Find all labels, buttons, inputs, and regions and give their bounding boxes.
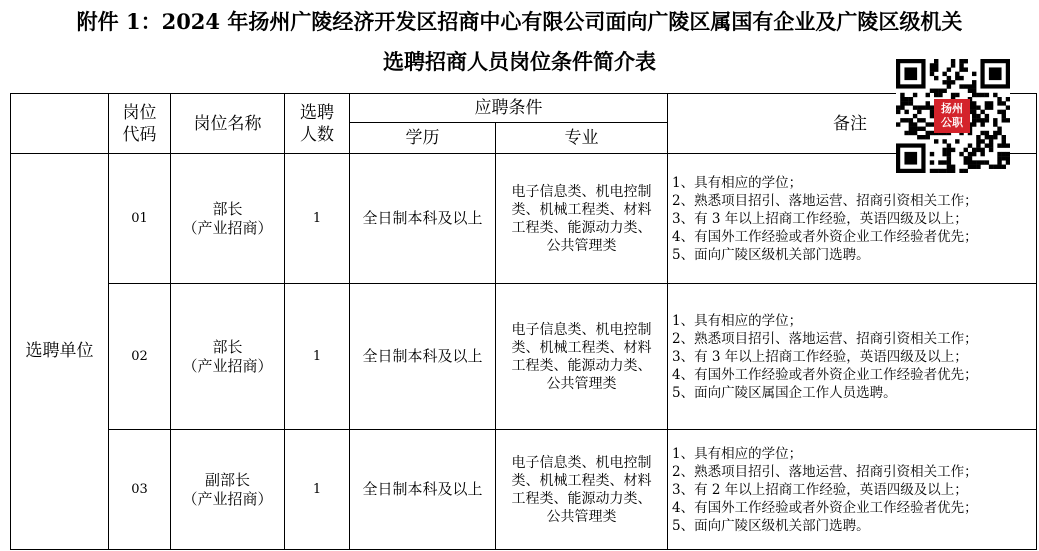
header-position-name: 岗位名称 [171,94,285,154]
remarks: 1、具有相应的学位； 2、熟悉项目招引、落地运营、招商引资相关工作； 3、有 3 年以上招商工作经验，英语四级及以上； 4、有国外工作经验或者外资企业工作经验者优先； 5、面向广陵区属国企工作人员选聘。 [668,284,1037,430]
header-education: 学历 [350,123,496,154]
remarks: 1、具有相应的学位； 2、熟悉项目招引、落地运营、招商引资相关工作； 3、有 2 年以上招商工作经验，英语四级及以上； 4、有国外工作经验或者外资企业工作经验者优先； 5、面向广陵区级机关部门选聘。 [668,430,1037,550]
major: 电子信息类、机电控制 类、机械工程类、材料 工程类、能源动力类、 公共管理类 [496,154,668,284]
major: 电子信息类、机电控制 类、机械工程类、材料 工程类、能源动力类、 公共管理类 [496,430,668,550]
document-title-line1: 附件 1：2024 年扬州广陵经济开发区招商中心有限公司面向广陵区属国有企业及广陵区级机关 [76,9,963,34]
education: 全日制本科及以上 [350,284,496,430]
table-row [11,154,1037,284]
unit-label: 选聘单位 [11,154,109,550]
table-row [11,430,1037,550]
position-name: 副部长 （产业招商） [171,430,285,550]
positions-table [10,93,1037,550]
header-remarks: 备注 [668,94,1037,154]
education: 全日制本科及以上 [350,154,496,284]
position-code: 01 [109,154,171,284]
qr-code [896,59,1010,173]
major: 电子信息类、机电控制 类、机械工程类、材料 工程类、能源动力类、 公共管理类 [496,284,668,430]
header-position-code: 岗位 代码 [109,94,171,154]
remarks: 1、具有相应的学位； 2、熟悉项目招引、落地运营、招商引资相关工作； 3、有 3 年以上招商工作经验，英语四级及以上； 4、有国外工作经验或者外资企业工作经验者优先； 5、面向广陵区级机关部门选聘。 [668,154,1037,284]
document-title-line2: 选聘招商人员岗位条件简介表 [383,49,656,74]
table-row [11,284,1037,430]
header-unit-cell [11,94,109,154]
education: 全日制本科及以上 [350,430,496,550]
position-code: 02 [109,284,171,430]
hire-count: 1 [285,430,350,550]
header-conditions: 应聘条件 [350,94,668,123]
header-major: 专业 [496,123,668,154]
position-code: 03 [109,430,171,550]
hire-count: 1 [285,154,350,284]
qr-badge: 扬州 公职 [934,99,970,133]
position-name: 部长 （产业招商） [171,284,285,430]
hire-count: 1 [285,284,350,430]
position-name: 部长 （产业招商） [171,154,285,284]
header-hire-count: 选聘 人数 [285,94,350,154]
